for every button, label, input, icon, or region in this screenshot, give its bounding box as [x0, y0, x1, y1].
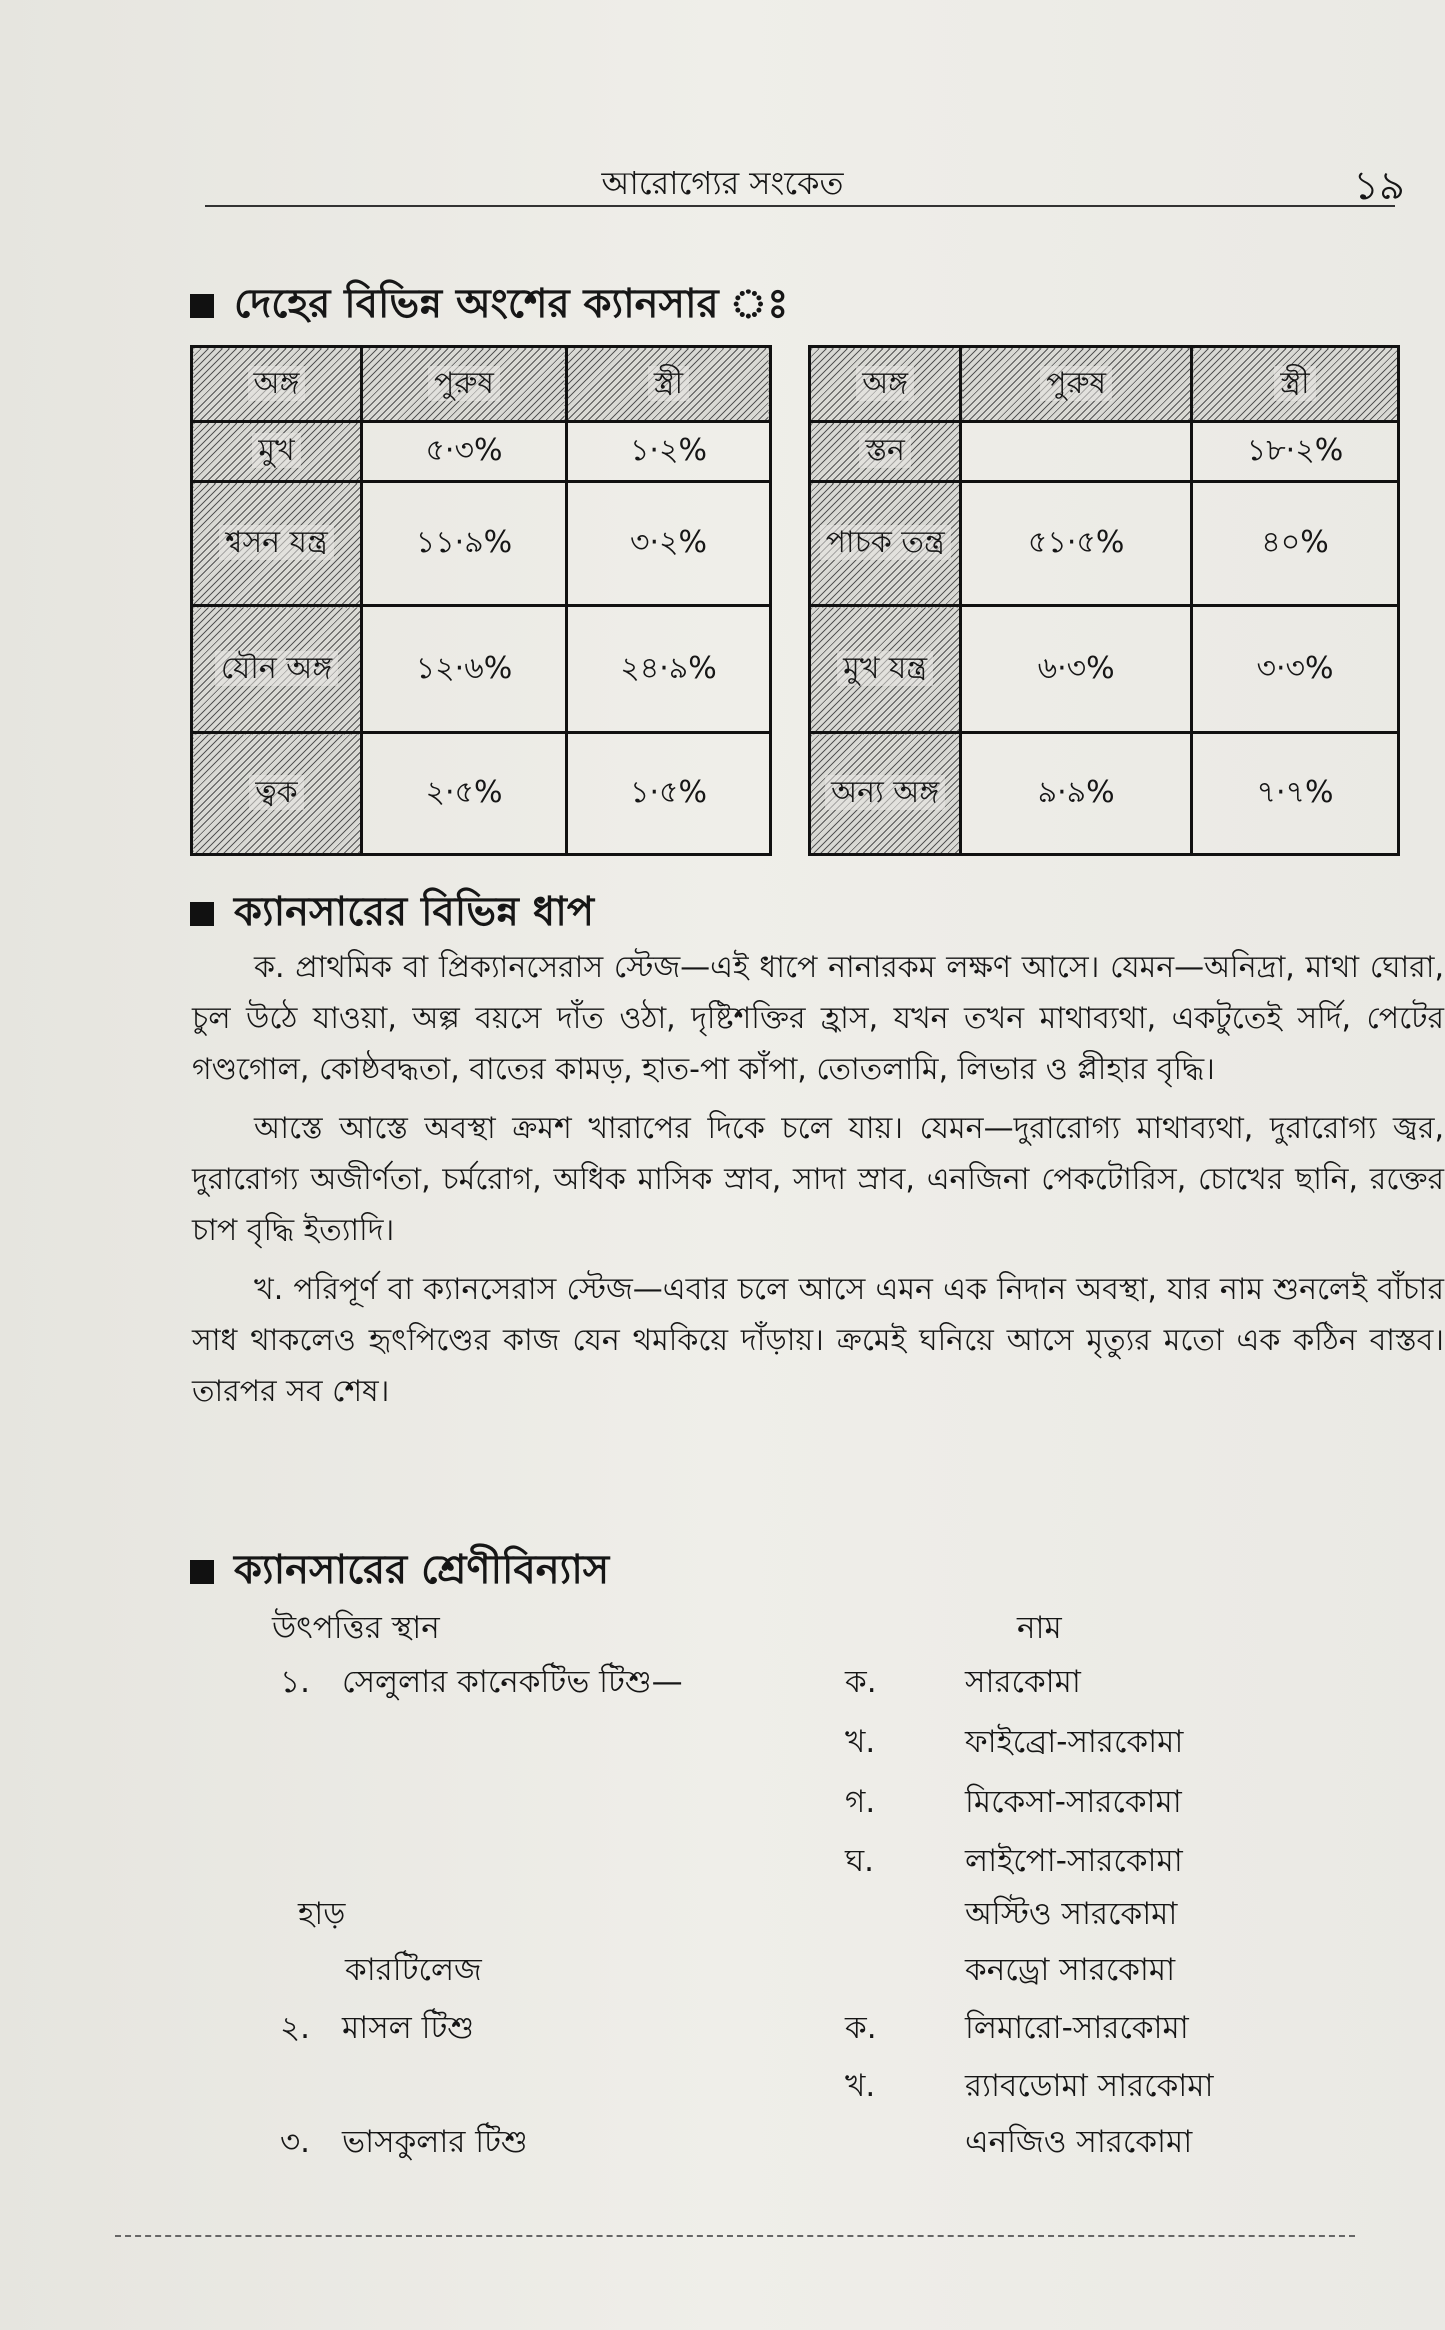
- row-name: কনড্রো সারকোমা: [965, 1952, 1176, 1988]
- male-cell: ১১·৯%: [361, 482, 566, 606]
- col-header-male: পুরুষ: [961, 347, 1192, 422]
- col-header-male: পুরুষ: [361, 347, 566, 422]
- col-header-organ: অঙ্গ: [810, 347, 961, 422]
- table-row: [810, 482, 1399, 606]
- header-rule: [205, 205, 1395, 207]
- table-row: [810, 606, 1399, 733]
- row-name: লাইপো-সারকোমা: [965, 1843, 1183, 1879]
- table-row: [192, 482, 771, 606]
- row-marker: ক.: [845, 1664, 877, 1700]
- row-name: মিকেসা-সারকোমা: [965, 1784, 1182, 1820]
- col-header-female: স্ত্রী: [1192, 347, 1399, 422]
- paragraph-cancerous: খ. পরিপূর্ণ বা ক্যানসেরাস স্টেজ—এবার চলে আসে এমন এক নিদান অবস্থা, যার নাম শুনলেই বাঁচার সাধ থাকলেও হৃৎপিণ্ডের কাজ যেন থমকিয়ে দাঁড়ায়। ক্রমেই ঘনিয়ে আসে মৃত্যুর মতো এক কঠিন বাস্তব। তারপর সব শেষ।: [192, 1272, 1444, 1409]
- row-number: ৩.: [280, 2124, 311, 2160]
- male-cell: ৫·৩%: [361, 422, 566, 482]
- row-name: র‍্যাবডোমা সারকোমা: [965, 2068, 1214, 2104]
- running-header: আরোগ্যের সংকেত: [601, 164, 844, 202]
- organ-cell: পাচক তন্ত্র: [810, 482, 961, 606]
- male-cell: [961, 422, 1192, 482]
- female-cell: ২৪·৯%: [566, 606, 770, 733]
- female-cell: ৭·৭%: [1192, 733, 1399, 855]
- row-marker: খ.: [845, 1724, 876, 1760]
- row-name: সারকোমা: [965, 1664, 1081, 1700]
- col-header-name: নাম: [1017, 1610, 1062, 1646]
- table-row: [192, 606, 771, 733]
- section-heading-text: ক্যানসারের বিভিন্ন ধাপ: [234, 889, 594, 935]
- row-number: ২.: [280, 2010, 311, 2046]
- paragraph-progression: আস্তে আস্তে অবস্থা ক্রমশ খারাপের দিকে চলে যায়। যেমন—দুরারোগ্য মাথাব্যথা, দুরারোগ্য জ্বর, দুরারোগ্য অজীর্ণতা, চর্মরোগ, অধিক মাসিক স্রাব, সাদা স্রাব, এনজিনা পেকটোরিস, চোখের ছানি, রক্তের চাপ বৃদ্ধি ইত্যাদি।: [192, 1111, 1444, 1248]
- section-heading-classification: [190, 1538, 609, 1605]
- section-heading-stages: [190, 880, 594, 947]
- table-row: [810, 733, 1399, 855]
- organ-cell: যৌন অঙ্গ: [192, 606, 362, 733]
- row-name: ফাইব্রো-সারকোমা: [965, 1724, 1184, 1760]
- row-marker: খ.: [845, 2068, 876, 2104]
- row-marker: ঘ.: [845, 1843, 875, 1879]
- bullet-square-icon: [190, 1560, 214, 1584]
- row-marker: ক.: [845, 2010, 877, 2046]
- col-header-organ: অঙ্গ: [192, 347, 362, 422]
- female-cell: ১·২%: [566, 422, 770, 482]
- row-name: অস্টিও সারকোমা: [965, 1896, 1178, 1932]
- male-cell: ৯·৯%: [961, 733, 1192, 855]
- female-cell: ৩·৩%: [1192, 606, 1399, 733]
- male-cell: ৬·৩%: [961, 606, 1192, 733]
- organ-cell: অন্য অঙ্গ: [810, 733, 961, 855]
- row-number: ১.: [280, 1664, 310, 1700]
- table-row: [192, 422, 771, 482]
- row-origin: ভাসকুলার টিশু: [342, 2124, 528, 2160]
- row-origin: হাড়: [298, 1896, 346, 1932]
- bullet-square-icon: [190, 902, 214, 926]
- row-name: লিমারো-সারকোমা: [965, 2010, 1189, 2046]
- male-cell: ১২·৬%: [361, 606, 566, 733]
- section-heading-text: ক্যানসারের শ্রেণীবিন্যাস: [234, 1547, 610, 1593]
- male-cell: ৫১·৫%: [961, 482, 1192, 606]
- male-cell: ২·৫%: [361, 733, 566, 855]
- bullet-square-icon: [190, 294, 214, 318]
- organ-cell: মুখ: [192, 422, 362, 482]
- organ-cell: স্তন: [810, 422, 961, 482]
- section-heading-organs: [190, 272, 788, 339]
- row-origin: কারটিলেজ: [345, 1952, 482, 1988]
- paragraph-precancerous: ক. প্রাথমিক বা প্রিক্যানসেরাস স্টেজ—এই ধাপে নানারকম লক্ষণ আসে। যেমন—অনিদ্রা, মাথা ঘোরা, চুল উঠে যাওয়া, অল্প বয়সে দাঁত ওঠা, দৃষ্টিশক্তির হ্রাস, যখন তখন মাথাব্যথা, একটুতেই সর্দি, পেটের গণ্ডগোল, কোষ্ঠবদ্ধতা, বাতের কামড়, হাত-পা কাঁপা, তোতলামি, লিভার ও প্লীহার বৃদ্ধি।: [192, 950, 1444, 1087]
- cancer-table-right: [808, 345, 1400, 856]
- footer-rule: [115, 2235, 1355, 2237]
- female-cell: ১৮·২%: [1192, 422, 1399, 482]
- row-origin: মাসল টিশু: [342, 2010, 475, 2046]
- female-cell: ৩·২%: [566, 482, 770, 606]
- female-cell: ৪০%: [1192, 482, 1399, 606]
- cancer-table-left: [190, 345, 772, 856]
- row-name: এনজিও সারকোমা: [965, 2124, 1193, 2160]
- table-row: [192, 733, 771, 855]
- organ-cell: মুখ যন্ত্র: [810, 606, 961, 733]
- row-origin: সেলুলার কানেকটিভ টিশু—: [342, 1664, 683, 1700]
- table-row: [810, 422, 1399, 482]
- organ-cell: ত্বক: [192, 733, 362, 855]
- row-marker: গ.: [845, 1784, 876, 1820]
- female-cell: ১·৫%: [566, 733, 770, 855]
- col-header-female: স্ত্রী: [566, 347, 770, 422]
- organ-cell: শ্বসন যন্ত্র: [192, 482, 362, 606]
- col-header-origin: উৎপত্তির স্থান: [272, 1610, 440, 1646]
- page-number: ১৯: [1353, 163, 1405, 209]
- section-heading-text: দেহের বিভিন্ন অংশের ক্যানসার ঃ: [234, 281, 789, 327]
- stages-body: [192, 942, 1444, 1417]
